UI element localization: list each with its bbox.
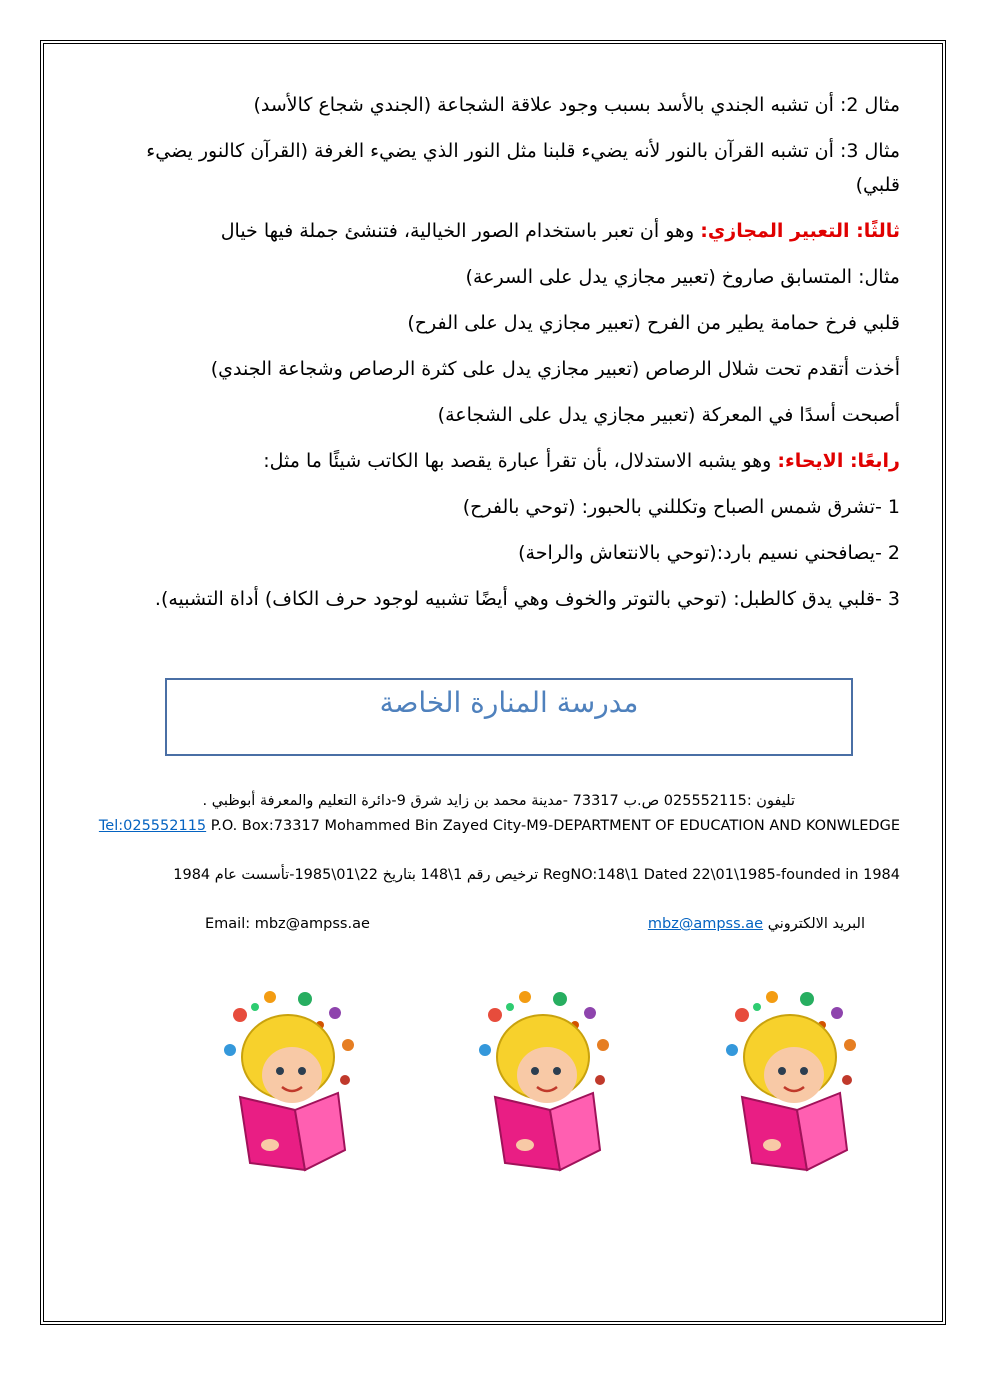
section-3-text: وهو أن تعبر باستخدام الصور الخيالية، فتنشئ جملة فيها خيال [220,220,701,242]
english-address: P.O. Box:73317 Mohammed Bin Zayed City-M9-DEPARTMENT OF EDUCATION AND KONWLEDGE [206,818,900,834]
email-label-ar: البريد الالكتروني [763,916,865,932]
section-3-item: أصبحت أسدًا في المعركة (تعبير مجازي يدل على الشجاعة) [437,404,900,426]
section-3-item: قلبي فرخ حمامة يطير من الفرح (تعبير مجازي يدل على الفرح) [407,312,900,334]
license-line: ترخيص رقم 1\148 بتاريخ 22\01\1985-تأسست عام 1984 RegNO:148\1 Dated 22\01\1985-founded in 1984 [173,867,900,883]
contact-english-line [95,815,900,837]
email-ar-group [648,913,865,935]
section-4-intro [100,444,900,478]
section-4-text: وهو يشبه الاستدلال، بأن تقرأ عبارة يقصد بها الكاتب شيئًا ما مثل: [263,450,778,472]
school-name-box [165,678,853,756]
contact-arabic-line: تليفون :025552115 ص.ب 73317 -مدينة محمد بن زايد شرق 9-دائرة التعليم والمعرفة أبوظبي . [202,793,795,809]
example-3: مثال 3: أن تشبه القرآن بالنور لأنه يضيء قلبنا مثل النور الذي يضيء الغرفة (القرآن كالنور يضيء قلبي) [146,140,900,196]
tel-link[interactable]: Tel:025552115 [98,818,207,834]
section-4-heading: رابعًا: الايحاء: [777,450,900,472]
section-4-item: 3 -قلبي يدق كالطبل: (توحي بالتوتر والخوف وهي أيضًا تشبيه لوجود حرف الكاف) أداة التشبيه). [154,588,900,610]
section-4-item: 1 -تشرق شمس الصباح وتكللني بالحبور: (توحي بالفرح) [462,496,900,518]
child-reading-illustration [712,985,862,1180]
section-3-intro [100,214,900,248]
section-3-heading: ثالثًا: التعبير المجازي: [700,220,900,242]
child-reading-illustration [465,985,615,1180]
school-name: مدرسة المنارة الخاصة [379,686,639,719]
email-link[interactable]: mbz@ampss.ae [647,916,764,932]
section-3-item: مثال: المتسابق صاروخ (تعبير مجازي يدل على السرعة) [465,266,900,288]
section-3-item: أخذت أتقدم تحت شلال الرصاص (تعبير مجازي يدل على كثرة الرصاص وشجاعة الجندي) [210,358,900,380]
document-body [100,88,900,628]
section-4-item: 2 -يصافحني نسيم بارد:(توحي بالانتعاش والراحة) [518,542,900,564]
example-2: مثال 2: أن تشبه الجندي بالأسد بسبب وجود علاقة الشجاعة (الجندي شجاع كالأسد) [253,94,900,116]
child-reading-illustration [210,985,360,1180]
email-label-en: Email: mbz@ampss.ae [205,916,370,932]
